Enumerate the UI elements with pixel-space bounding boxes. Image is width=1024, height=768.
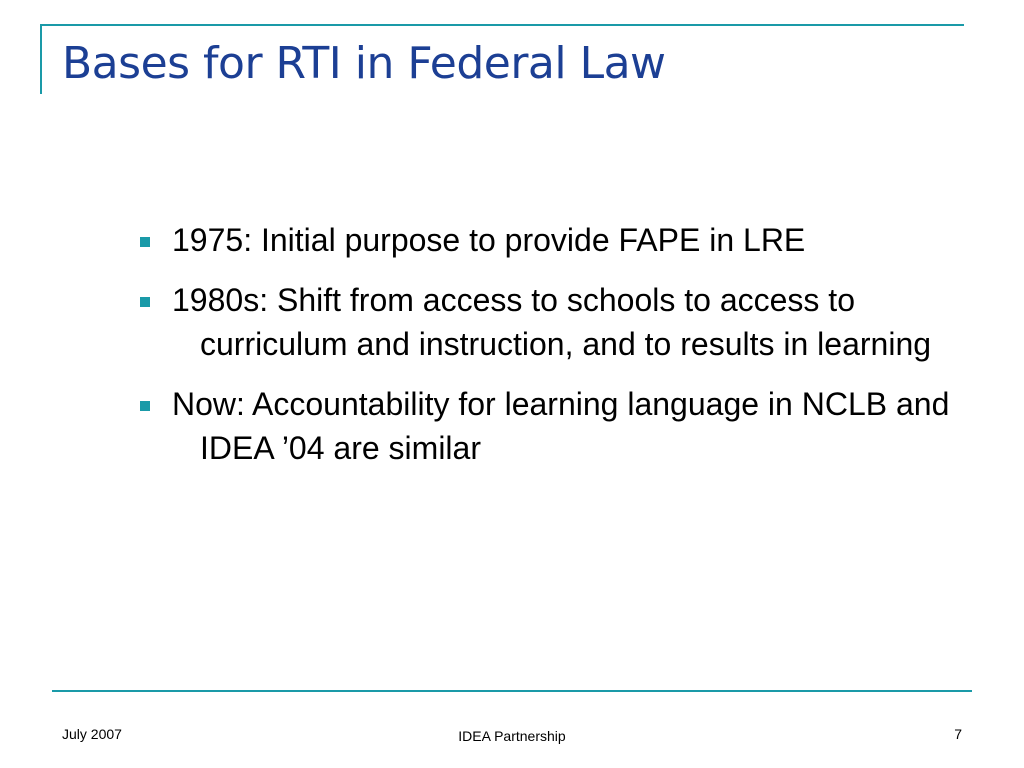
title-frame-left-line: [40, 24, 42, 94]
footer-divider: [52, 690, 972, 692]
square-bullet-icon: [140, 401, 150, 411]
footer-organization: IDEA Partnership: [458, 728, 566, 744]
square-bullet-icon: [140, 297, 150, 307]
bullet-item: [136, 382, 956, 470]
title-frame-top-line: [40, 24, 964, 26]
bullet-text: 1975: Initial purpose to provide FAPE in LRE: [172, 222, 806, 258]
bullet-list: [136, 218, 956, 486]
bullet-text: Now: Accountability for learning language in NCLB and IDEA ’04 are similar: [172, 386, 950, 466]
bullet-item: [136, 218, 956, 262]
footer-date: July 2007: [62, 726, 122, 742]
slide-title: Bases for RTI in Federal Law: [62, 38, 666, 89]
square-bullet-icon: [140, 237, 150, 247]
bullet-text: 1980s: Shift from access to schools to access to curriculum and instruction, and to results in learning: [172, 282, 932, 362]
bullet-item: [136, 278, 956, 366]
page-number: 7: [954, 726, 962, 742]
